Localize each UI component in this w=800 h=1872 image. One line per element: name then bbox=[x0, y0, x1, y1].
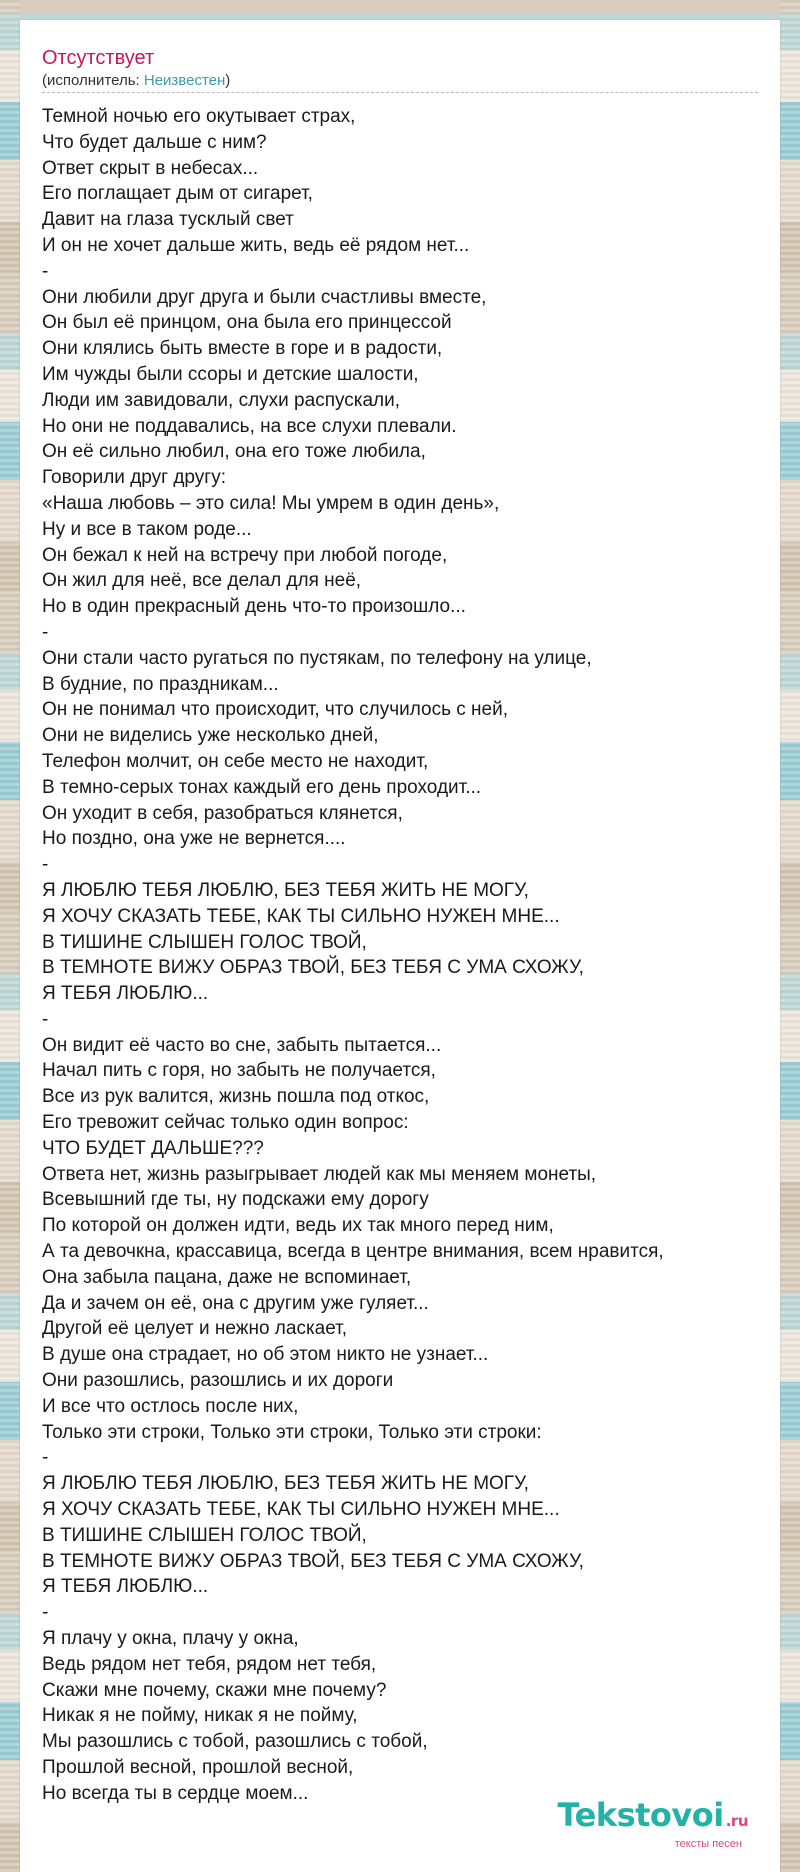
lyric-line: Всевышний где ты, ну подскажи ему дорогу bbox=[42, 1189, 429, 1211]
lyric-line: Ответ скрыт в небесах... bbox=[42, 157, 259, 179]
lyric-line: Я плачу у окна, плачу у окна, bbox=[42, 1628, 299, 1650]
lyric-line: Темной ночью его окутывает страх, bbox=[42, 106, 356, 127]
lyric-line: В душе она страдает, но об этом никто не узнает... bbox=[42, 1344, 489, 1366]
lyric-line: - bbox=[42, 621, 49, 643]
logo-name: Tekstovoi bbox=[557, 1796, 724, 1834]
lyric-line: По которой он должен идти, ведь их так много перед ним, bbox=[42, 1215, 554, 1237]
lyric-line: Что будет дальше с ним? bbox=[42, 131, 267, 153]
lyric-line: Им чужды были ссоры и детские шалости, bbox=[42, 363, 419, 385]
lyric-line: Они стали часто ругаться по пустякам, по телефону на улице, bbox=[42, 647, 592, 669]
logo-wordmark bbox=[558, 1798, 748, 1838]
lyric-line: Мы разошлись с тобой, разошлись с тобой, bbox=[42, 1731, 428, 1753]
lyric-line: Но поздно, она уже не вернется.... bbox=[42, 828, 346, 850]
lyric-line: Говорили друг другу: bbox=[42, 467, 226, 489]
lyric-line: Они не виделись уже несколько дней, bbox=[42, 725, 379, 747]
lyric-line: Другой её целует и нежно ласкает, bbox=[42, 1318, 348, 1340]
lyric-line: «Наша любовь – это сила! Мы умрем в один день», bbox=[42, 492, 500, 514]
lyric-line: И все что остлось после них, bbox=[42, 1395, 299, 1417]
lyrics-text bbox=[42, 104, 762, 1807]
lyric-line: Но в один прекрасный день что-то произошло... bbox=[42, 596, 466, 618]
artist-link[interactable]: Неизвестен bbox=[143, 72, 226, 89]
lyric-line: Давит на глаза тусклый свет bbox=[42, 209, 294, 231]
lyric-line: Они клялись быть вместе в горе и в радости, bbox=[42, 338, 443, 360]
lyric-line: - bbox=[42, 1447, 49, 1469]
lyric-line: Она забыла пацана, даже не вспоминает, bbox=[42, 1266, 412, 1288]
lyric-line: В будние, по праздникам... bbox=[42, 673, 279, 695]
lyric-line: Они разошлись, разошлись и их дороги bbox=[42, 1370, 394, 1392]
lyric-line: Да и зачем он её, она с другим уже гуляет... bbox=[42, 1292, 429, 1314]
lyric-line: - bbox=[42, 854, 49, 876]
lyric-line: В ТЕМНОТЕ ВИЖУ ОБРАЗ ТВОЙ, БЕЗ ТЕБЯ С УМА СХОЖУ, bbox=[42, 957, 584, 979]
lyric-line: Я ХОЧУ СКАЗАТЬ ТЕБЕ, КАК ТЫ СИЛЬНО НУЖЕН МНЕ... bbox=[42, 905, 560, 927]
title-divider bbox=[42, 92, 758, 93]
lyric-line: И он не хочет дальше жить, ведь её рядом нет... bbox=[42, 234, 470, 256]
lyric-line: Я ЛЮБЛЮ ТЕБЯ ЛЮБЛЮ, БЕЗ ТЕБЯ ЖИТЬ НЕ МОГУ, bbox=[42, 879, 529, 901]
lyric-line: Начал пить с горя, но забыть не получается, bbox=[42, 1060, 436, 1082]
lyric-line: Все из рук валится, жизнь пошла под откос, bbox=[42, 1086, 430, 1108]
lyric-line: Но всегда ты в сердце моем... bbox=[42, 1782, 309, 1804]
lyric-line: Он уходит в себя, разобраться клянется, bbox=[42, 802, 403, 824]
lyric-line: Только эти строки, Только эти строки, Только эти строки: bbox=[42, 1421, 542, 1443]
lyric-line: Никак я не пойму, никак я не пойму, bbox=[42, 1705, 358, 1727]
lyric-line: А та девочкна, крассавица, всегда в центре внимания, всем нравится, bbox=[42, 1241, 664, 1263]
lyric-line: Он жил для неё, все делал для неё, bbox=[42, 570, 362, 592]
lyrics-card bbox=[20, 20, 780, 1872]
lyric-line: - bbox=[42, 1602, 49, 1624]
lyric-line: Я ТЕБЯ ЛЮБЛЮ... bbox=[42, 983, 209, 1005]
background-stripes-left bbox=[0, 0, 20, 1872]
lyric-line: Люди им завидовали, слухи распускали, bbox=[42, 389, 401, 411]
lyric-line: Они любили друг друга и были счастливы вместе, bbox=[42, 286, 487, 308]
lyric-line: В ТИШИНЕ СЛЫШЕН ГОЛОС ТВОЙ, bbox=[42, 1524, 367, 1546]
lyric-line: ЧТО БУДЕТ ДАЛЬШЕ??? bbox=[42, 1137, 264, 1159]
lyric-line: Я ТЕБЯ ЛЮБЛЮ... bbox=[42, 1576, 209, 1598]
lyric-line: Ответа нет, жизнь разыгрывает людей как мы меняем монеты, bbox=[42, 1163, 597, 1185]
lyric-line: Но они не поддавались, на все слухи плевали. bbox=[42, 415, 457, 437]
artist-suffix: ) bbox=[225, 72, 231, 89]
lyric-line: Его тревожит сейчас только один вопрос: bbox=[42, 1112, 409, 1134]
artist-line bbox=[42, 72, 230, 90]
song-title: Отсутствует bbox=[42, 47, 155, 69]
lyric-line: Он её сильно любил, она его тоже любила, bbox=[42, 441, 426, 463]
lyric-line: Он был её принцом, она была его принцессой bbox=[42, 312, 452, 334]
lyric-line: Я ЛЮБЛЮ ТЕБЯ ЛЮБЛЮ, БЕЗ ТЕБЯ ЖИТЬ НЕ МОГУ, bbox=[42, 1473, 529, 1495]
lyric-line: Прошлой весной, прошлой весной, bbox=[42, 1757, 354, 1778]
artist-prefix: (исполнитель: bbox=[42, 72, 144, 89]
lyric-line: Ведь рядом нет тебя, рядом нет тебя, bbox=[42, 1653, 377, 1675]
lyric-line: Я ХОЧУ СКАЗАТЬ ТЕБЕ, КАК ТЫ СИЛЬНО НУЖЕН МНЕ... bbox=[42, 1499, 560, 1521]
lyric-line: - bbox=[42, 260, 49, 282]
background-stripes-right bbox=[780, 0, 800, 1872]
lyric-line: Он не понимал что происходит, что случилось с ней, bbox=[42, 699, 509, 721]
lyric-line: В темно-серых тонах каждый его день проходит... bbox=[42, 776, 482, 798]
lyric-line: Он видит её часто во сне, забыть пытается... bbox=[42, 1034, 442, 1056]
lyric-line: Скажи мне почему, скажи мне почему? bbox=[42, 1679, 387, 1701]
logo-tld: .ru bbox=[725, 1812, 748, 1830]
lyric-line: Ну и все в таком роде... bbox=[42, 518, 252, 540]
site-logo[interactable] bbox=[558, 1798, 748, 1850]
lyric-line: Его поглащает дым от сигарет, bbox=[42, 183, 313, 205]
logo-tagline: тексты песен bbox=[674, 1838, 742, 1850]
lyric-line: Телефон молчит, он себе место не находит, bbox=[42, 750, 429, 772]
lyric-line: Он бежал к ней на встречу при любой погоде, bbox=[42, 544, 448, 566]
lyric-line: В ТЕМНОТЕ ВИЖУ ОБРАЗ ТВОЙ, БЕЗ ТЕБЯ С УМА СХОЖУ, bbox=[42, 1550, 584, 1572]
lyric-line: В ТИШИНЕ СЛЫШЕН ГОЛОС ТВОЙ, bbox=[42, 931, 367, 953]
lyric-line: - bbox=[42, 1008, 49, 1030]
